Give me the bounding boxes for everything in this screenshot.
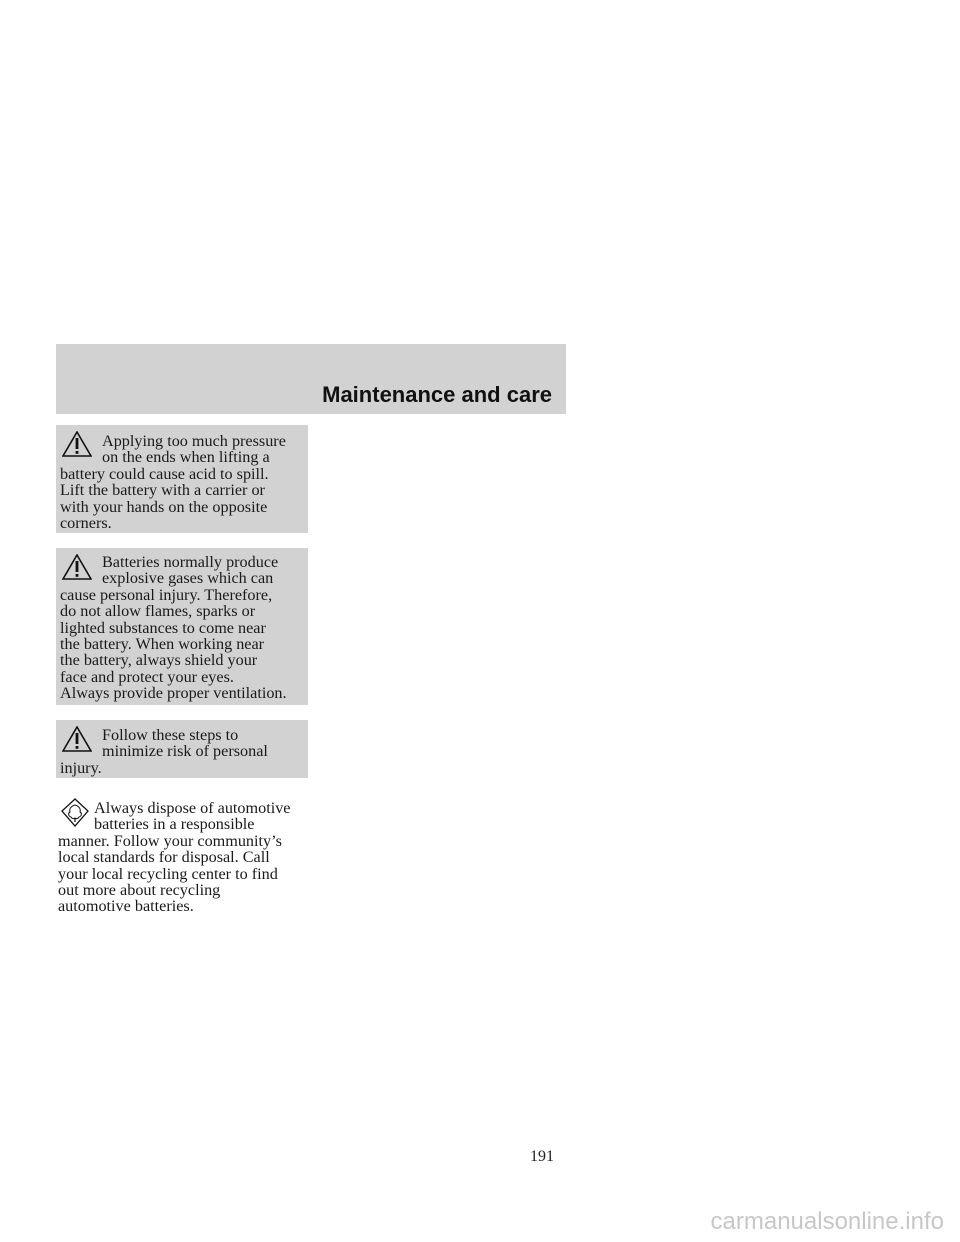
section-title: Maintenance and care	[322, 382, 552, 407]
warning-1-line: Lift the battery with a carrier or	[60, 481, 265, 500]
environment-note-line: Always dispose of automotive	[94, 799, 291, 817]
warning-box-2	[56, 548, 308, 705]
environment-note-line: batteries in a responsible	[94, 815, 255, 834]
warning-2-line: Batteries normally produce	[102, 553, 279, 571]
environment-note-line: local standards for disposal. Call	[58, 848, 270, 867]
environment-note-line: manner. Follow your community’s	[58, 831, 282, 850]
warning-2-line: the battery. When working near	[60, 635, 265, 654]
warning-2-line: the battery, always shield your	[60, 651, 258, 670]
warning-box-1	[56, 425, 308, 533]
warning-3-line: Follow these steps to	[102, 726, 239, 744]
warning-2-line: lighted substances to come near	[60, 618, 266, 637]
page-number: 191	[530, 1148, 554, 1165]
warning-1-line: Applying too much pressure	[102, 432, 286, 450]
environment-note-line: your local recycling center to find	[58, 864, 278, 883]
footer-watermark: carmanualsonline.info	[710, 1208, 944, 1235]
warning-2-line: Always provide proper ventilation.	[60, 684, 287, 703]
warning-2-line: explosive gases which can	[102, 569, 274, 588]
warning-1-line: on the ends when lifting a	[102, 448, 270, 467]
environment-tree-icon	[60, 798, 90, 828]
warning-box-3	[56, 720, 308, 778]
environment-note-line: out more about recycling	[58, 881, 221, 900]
section-header-band	[56, 344, 566, 414]
environment-note-line: automotive batteries.	[58, 897, 194, 916]
warning-3-line: injury.	[60, 758, 102, 777]
warning-1-line: corners.	[60, 514, 112, 533]
warning-2-line: face and protect your eyes.	[60, 667, 234, 686]
warning-1-line: battery could cause acid to spill.	[60, 464, 269, 483]
warning-1-line: with your hands on the opposite	[60, 497, 268, 516]
warning-2-line: do not allow flames, sparks or	[60, 602, 256, 621]
warning-2-line: cause personal injury. Therefore,	[60, 585, 273, 604]
environment-note	[58, 798, 308, 915]
warning-3-line: minimize risk of personal	[102, 742, 268, 761]
